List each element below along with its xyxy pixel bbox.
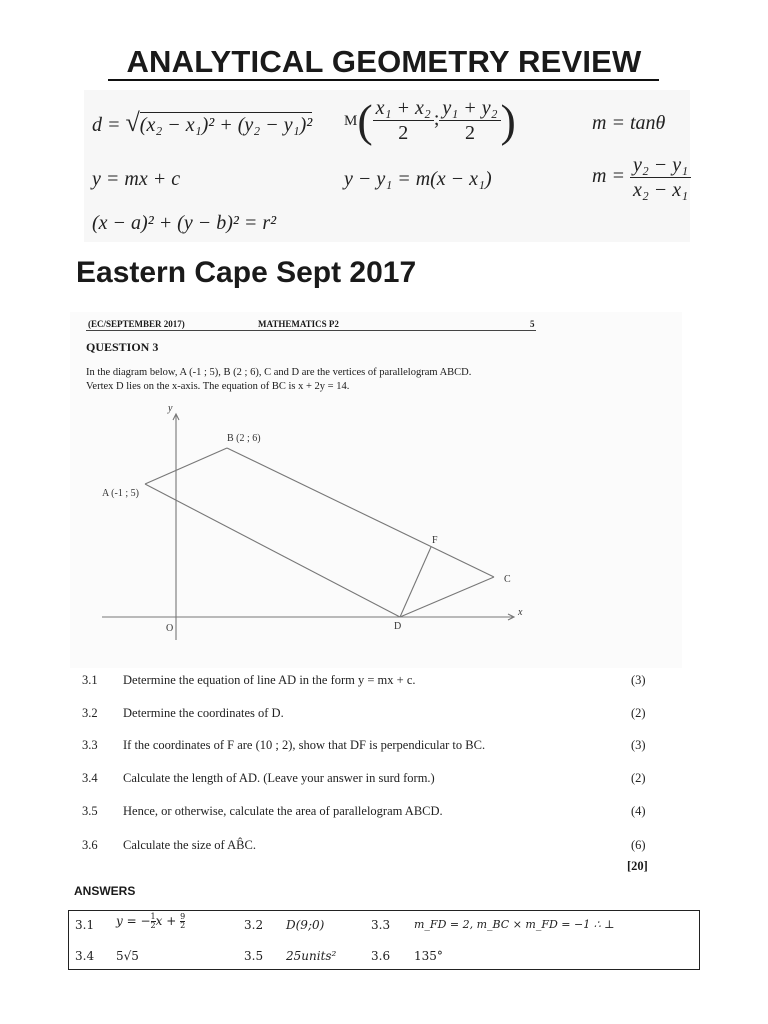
answer-value-3-5	[286, 949, 336, 963]
answer-value-3-4: 5√5	[116, 949, 139, 963]
gradient-fraction	[630, 153, 691, 202]
answer-3-1-middle: x +	[155, 914, 181, 928]
question-marks: (6)	[631, 838, 646, 852]
question-text: Determine the equation of line AD in the form y = mx + c.	[123, 673, 416, 687]
fraction-numerator: 9	[180, 912, 186, 921]
label-point-d: D	[394, 621, 402, 632]
question-total: [20]	[627, 859, 648, 873]
label-point-a: A (-1 ; 5)	[102, 488, 139, 499]
fraction-denominator: 2	[180, 921, 186, 930]
answer-number: 3.3	[371, 918, 391, 932]
question-marks: (4)	[631, 804, 646, 818]
question-number: 3.6	[82, 838, 98, 852]
distance-prefix: d =	[92, 114, 126, 136]
answer-value-3-6: 135°	[414, 949, 443, 963]
label-point-c: C	[504, 574, 511, 585]
answer-value-3-3	[414, 918, 615, 931]
question-marks: (3)	[631, 738, 646, 752]
page-title: ANALYTICAL GEOMETRY REVIEW	[126, 44, 642, 79]
gradient-prefix: m =	[592, 165, 630, 188]
midpoint-x-denominator: 2	[398, 122, 409, 144]
question-text: Determine the coordinates of D.	[123, 706, 284, 720]
answer-value-3-1	[116, 913, 185, 930]
point-gradient-formula: y − y₁ = m(x − x₁)	[344, 168, 492, 190]
answer-number: 3.1	[75, 918, 95, 932]
midpoint-x-fraction	[373, 96, 434, 145]
side-cd	[400, 577, 494, 617]
label-y-axis: y	[168, 403, 173, 414]
answer-number: 3.5	[244, 949, 264, 963]
midpoint-y-denominator: 2	[464, 122, 475, 144]
question-intro	[86, 366, 526, 394]
distance-body: (x₂ − x₁)² + (y₂ − y₁)²	[139, 114, 313, 136]
exam-header-page: 5	[530, 319, 535, 329]
midpoint-y-numerator: y₁ + y₂	[439, 96, 500, 121]
answer-3-1-prefix: y = −	[116, 914, 151, 928]
distance-formula	[92, 108, 312, 138]
gradient-formula	[592, 153, 691, 202]
question-intro-line1: In the diagram below, A (-1 ; 5), B (2 ; 6), C and D are the vertices of parallelogram ABCD.	[86, 367, 472, 378]
label-point-b: B (2 ; 6)	[227, 433, 261, 444]
answer-3-3-text: m_FD = 2, m_BC × m_FD = −1 ∴ ⊥	[414, 918, 615, 931]
parallelogram-diagram	[86, 395, 536, 645]
midpoint-separator: ;	[433, 108, 440, 131]
fraction-denominator: 2	[150, 921, 156, 930]
question-number: 3.3	[82, 738, 98, 752]
question-text: If the coordinates of F are (10 ; 2), show that DF is perpendicular to BC.	[123, 738, 486, 752]
answer-3-1-fraction-2	[180, 913, 185, 930]
answer-value-3-2	[286, 918, 324, 932]
midpoint-formula	[344, 94, 516, 147]
midpoint-y-fraction	[439, 96, 500, 145]
right-paren: )	[500, 95, 516, 146]
circle-formula: (x − a)² + (y − b)² = r²	[92, 212, 277, 234]
answer-number: 3.2	[244, 918, 264, 932]
question-marks: (2)	[631, 771, 646, 785]
question-number: 3.5	[82, 804, 98, 818]
answer-3-5-text: 25units²	[286, 949, 337, 963]
question-intro-line2: Vertex D lies on the x-axis. The equation of BC is x + 2y = 14.	[86, 381, 350, 392]
fraction-numerator: 1	[150, 912, 156, 921]
gradient-angle-formula: m = tanθ	[592, 112, 666, 134]
title-underline	[108, 79, 659, 81]
gradient-numerator: y₂ − y₁	[630, 153, 691, 178]
straight-line-formula: y = mx + c	[92, 168, 181, 190]
side-ad	[145, 484, 400, 617]
question-number: 3.1	[82, 673, 98, 687]
side-ab	[145, 448, 227, 484]
label-point-f: F	[432, 535, 438, 546]
answer-3-2-text: D(9;0)	[286, 918, 325, 932]
question-number: 3.2	[82, 706, 98, 720]
left-paren: (	[357, 95, 373, 146]
question-title: QUESTION 3	[86, 340, 159, 354]
answer-number: 3.6	[371, 949, 391, 963]
exam-header-rule	[86, 330, 536, 331]
question-number: 3.4	[82, 771, 98, 785]
midpoint-label: M	[344, 113, 358, 130]
exam-header-center: MATHEMATICS P2	[258, 319, 339, 329]
gradient-denominator: x₂ − x₁	[632, 179, 689, 201]
exam-header-left: (EC/SEPTEMBER 2017)	[88, 319, 185, 329]
answer-number: 3.4	[75, 949, 95, 963]
sqrt-symbol: √	[125, 108, 140, 137]
label-origin: O	[166, 623, 174, 634]
segment-df	[400, 547, 431, 617]
question-text: Hence, or otherwise, calculate the area of parallelogram ABCD.	[123, 804, 443, 818]
side-bc	[227, 448, 494, 577]
label-x-axis: x	[518, 607, 523, 618]
question-text: Calculate the size of AB̂C.	[123, 838, 256, 852]
question-marks: (3)	[631, 673, 646, 687]
question-text: Calculate the length of AD. (Leave your answer in surd form.)	[123, 771, 435, 785]
midpoint-x-numerator: x₁ + x₂	[373, 96, 434, 121]
question-marks: (2)	[631, 706, 646, 720]
section-title: Eastern Cape Sept 2017	[76, 256, 417, 289]
answers-title: ANSWERS	[74, 884, 136, 898]
